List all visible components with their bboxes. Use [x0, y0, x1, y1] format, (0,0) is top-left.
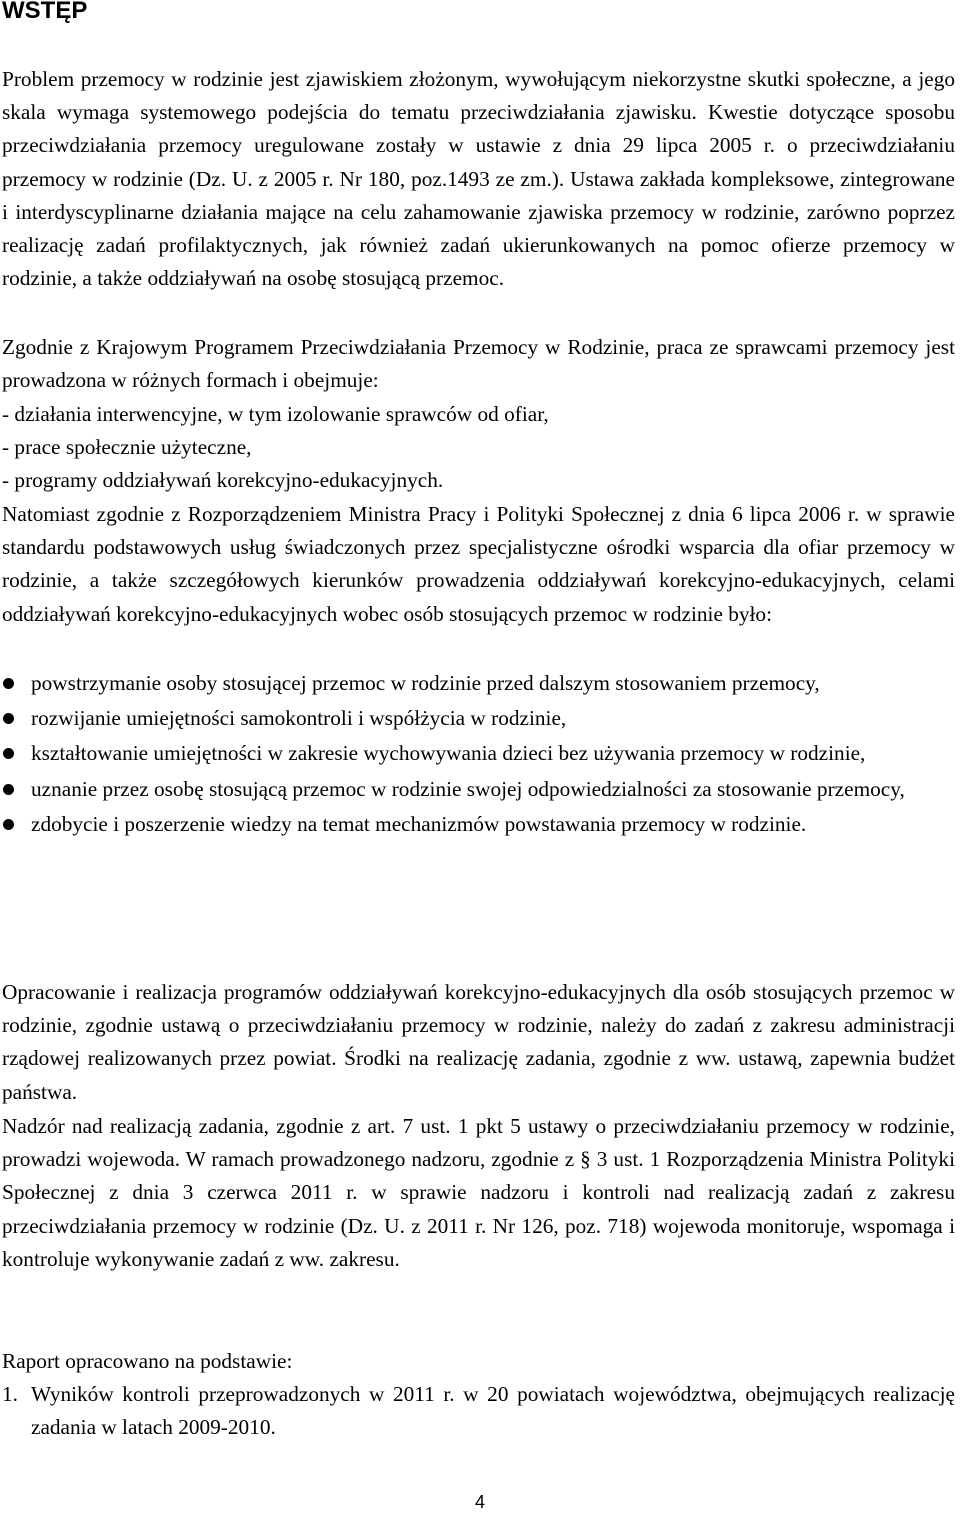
paragraph-responsibility: Opracowanie i realizacja programów oddziaływań korekcyjno-edukacyjnych dla osób stosujących przemoc w rodzinie, zgodnie ustawą o przeciwdziałaniu przemocy w rodzinie, należy do zadań z zakresu administracji rządowej realizowanych przez powiat. Środki na realizację zadania, zgodnie z ww. ustawą, zapewnia budżet państwa.: [2, 980, 955, 1104]
paragraph-supervision: Nadzór nad realizacją zadania, zgodnie z art. 7 ust. 1 pkt 5 ustawy o przeciwdziałaniu przemocy w rodzinie, prowadzi wojewoda. W ramach prowadzonego nadzoru, zgodnie z § 3 ust. 1 Rozporządzenia Ministra Polityki Społecznej z dnia 3 czerwca 2011 r. w sprawie nadzoru i kontroli nad realizacją zadań z zakresu przeciwdziałania przemocy w rodzinie (Dz. U. z 2011 r. Nr 126, poz. 718) wojewoda monitoruje, wspomaga i kontroluje wykonywanie zadań z ww. zakresu.: [2, 1114, 955, 1271]
numbered-item: [2, 1378, 955, 1444]
goals-list: [2, 667, 955, 841]
paragraph-regulation: Natomiast zgodnie z Rozporządzeniem Ministra Pracy i Polityki Społecznej z dnia 6 lipca 2006 r. w sprawie standardu podstawowych usług świadczonych przez specjalistyczne ośrodki wsparcia dla ofiar przemocy w rodzinie, a także szczegółowych kierunków prowadzenia oddziaływań korekcyjno-edukacyjnych, celami oddziaływań korekcyjno-edukacyjnych wobec osób stosujących przemoc w rodzinie było:: [2, 502, 955, 626]
list-item-text: rozwijanie umiejętności samokontroli i współżycia w rodzinie,: [31, 706, 567, 731]
sources-list: [2, 1378, 955, 1444]
paragraph-intro: Problem przemocy w rodzinie jest zjawiskiem złożonym, wywołującym niekorzystne skutki społeczne, a jego skala wymaga systemowego podejścia do tematu przeciwdziałania zjawisku. Kwestie dotyczące sposobu przeciwdziałania przemocy uregulowane zostały w ustawie z dnia 29 lipca 2005 r. o przeciwdziałaniu przemocy w rodzinie (Dz. U. z 2005 r. Nr 180, poz.1493 ze zm.). Ustawa zakłada kompleksowe, zintegrowane i interdyscyplinarne działania mające na celu zahamowanie zjawiska przemocy w rodzinie, zarówno poprzez realizację zadań profilaktycznych, jak również zadań ukierunkowanych na pomoc ofierze przemocy w rodzinie, a także oddziaływań na osobę stosującą przemoc.: [2, 67, 955, 291]
list-item: [2, 702, 955, 735]
dash-item: - prace społecznie użyteczne,: [2, 435, 252, 460]
section-heading: WSTĘP: [2, 0, 88, 24]
list-item-text: powstrzymanie osoby stosującej przemoc w rodzinie przed dalszym stosowaniem przemocy,: [31, 671, 820, 695]
list-item-text: kształtowanie umiejętności w zakresie wychowywania dzieci bez używania przemocy w rodzinie,: [31, 741, 866, 766]
list-item-text: uznanie przez osobę stosującą przemoc w rodzinie swojej odpowiedzialności za stosowanie przemocy,: [31, 776, 905, 801]
paragraph-program: Zgodnie z Krajowym Programem Przeciwdziałania Przemocy w Rodzinie, praca ze sprawcami przemocy jest prowadzona w różnych formach i obejmuje:: [2, 335, 955, 393]
list-item-text: zdobycie i poszerzenie wiedzy na temat mechanizmów powstawania przemocy w rodzinie.: [31, 811, 807, 836]
item-text: Wyników kontroli przeprowadzonych w 2011 r. w 20 powiatach województwa, obejmujących realizację zadania w latach 2009-2010.: [31, 1382, 955, 1440]
list-item: [2, 808, 955, 841]
dash-item: - programy oddziaływań korekcyjno-edukacyjnych.: [2, 468, 444, 493]
report-intro: Raport opracowano na podstawie:: [2, 1349, 293, 1373]
page-number: 4: [474, 1492, 485, 1512]
dash-item: - działania interwencyjne, w tym izolowanie sprawców od ofiar,: [2, 402, 549, 426]
list-item: [2, 773, 955, 806]
list-item: [2, 667, 955, 700]
dash-list: [2, 398, 955, 498]
item-number: 1.: [2, 1382, 18, 1406]
list-item: [2, 737, 955, 770]
